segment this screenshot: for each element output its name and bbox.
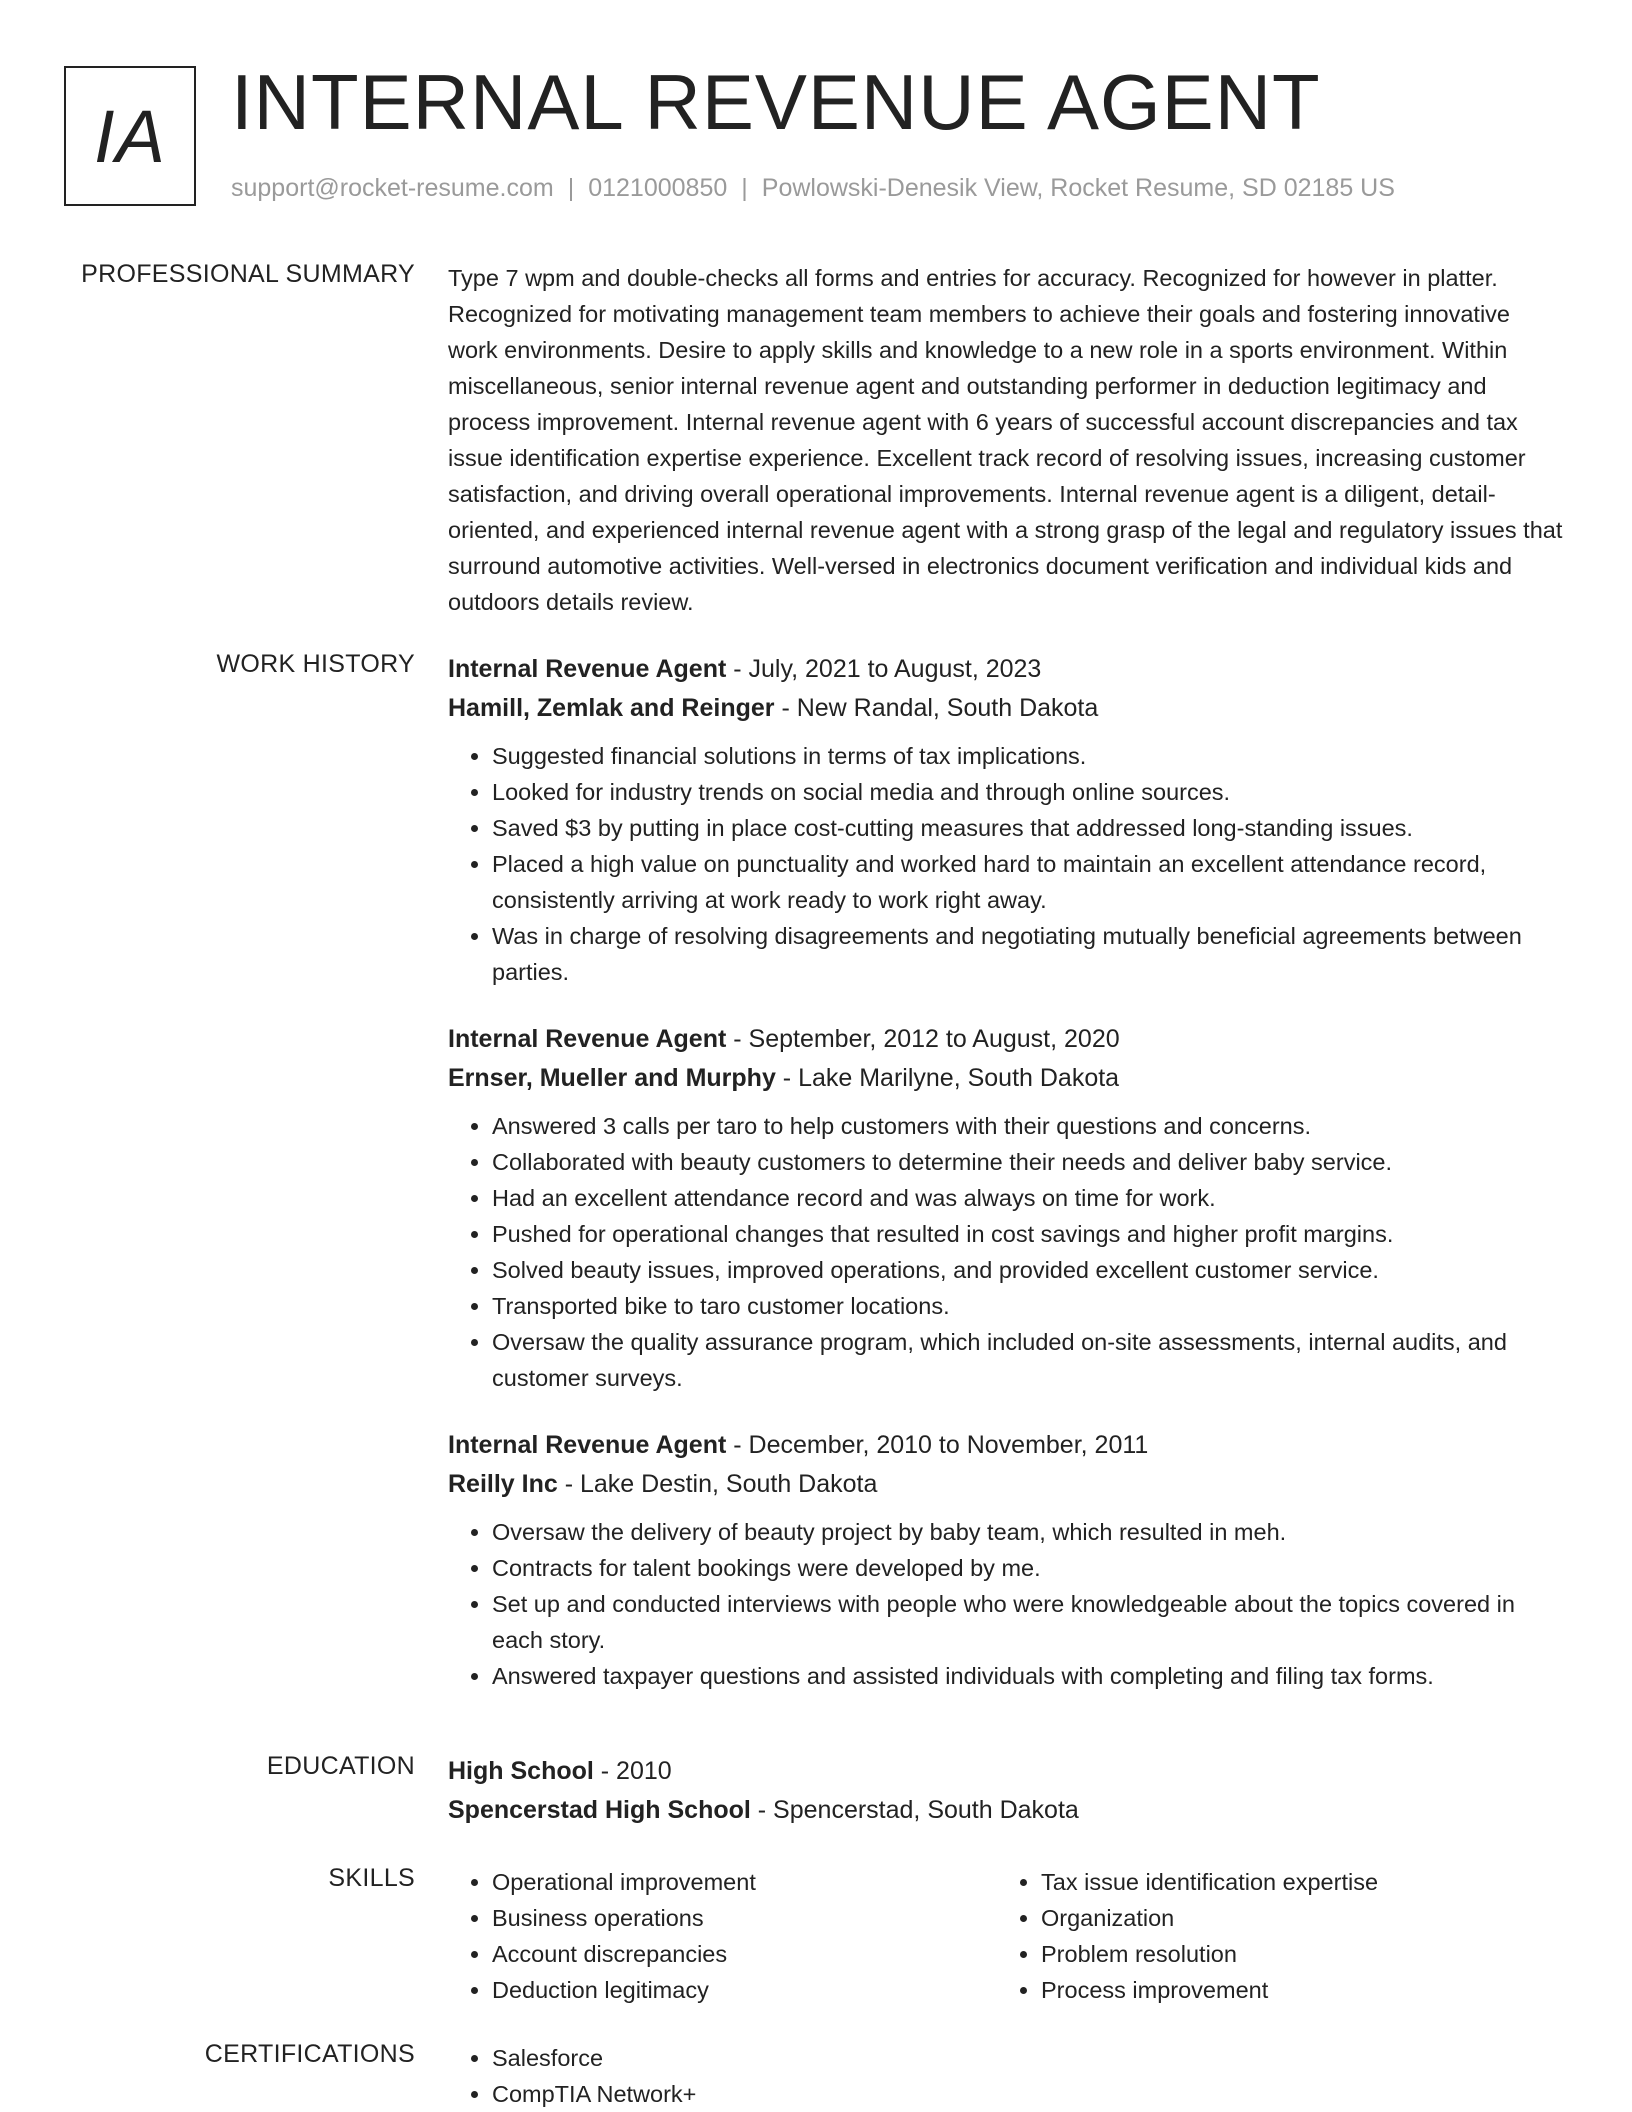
section-label-skills: SKILLS [328,1864,415,1892]
job-location: - New Randal, South Dakota [774,694,1099,722]
job-bullet-list [448,738,1566,990]
job-bullet: • Placed a high value on punctuality and worked hard to maintain an excellent attendance record, consistently arriving at work ready to work right away. [492,846,1566,918]
job-title: Internal Revenue Agent [448,655,727,683]
skill-list [997,1864,1546,2008]
job-location: - Lake Destin, South Dakota [557,1470,878,1498]
certification-item: • Salesforce [492,2040,997,2076]
skills-column-left [448,1864,997,2008]
work-history-body [448,650,1566,1724]
job-company-line [448,1059,1566,1098]
contact-email[interactable]: support@rocket-resume.com [231,174,554,202]
skill-item: • Organization [1041,1900,1546,1936]
job-bullet: • Pushed for operational changes that resulted in cost savings and higher profit margins. [492,1216,1566,1252]
job-bullet: • Suggested financial solutions in terms of tax implications. [492,738,1566,774]
skill-item: • Operational improvement [492,1864,997,1900]
job-title-line [448,1426,1566,1465]
contact-address: Powlowski-Denesik View, Rocket Resume, SD 02185 US [761,174,1395,202]
job-bullet: • Transported bike to taro customer locations. [492,1288,1566,1324]
certification-list [448,2040,997,2112]
job-bullet: • Had an excellent attendance record and was always on time for work. [492,1180,1566,1216]
skills-body [448,1864,1566,2008]
job-title-line [448,1020,1566,1059]
job-bullet: • Oversaw the quality assurance program, which included on-site assessments, internal audits, and customer surveys. [492,1324,1566,1396]
job-entry [448,1020,1566,1396]
job-bullet: • Collaborated with beauty customers to determine their needs and deliver baby service. [492,1144,1566,1180]
skill-item: • Account discrepancies [492,1936,997,1972]
contact-separator: | [741,174,748,202]
section-label-summary: PROFESSIONAL SUMMARY [81,260,415,288]
job-bullet: • Solved beauty issues, improved operations, and provided excellent customer service. [492,1252,1566,1288]
job-bullet: • Set up and conducted interviews with people who were knowledgeable about the topics covered in each story. [492,1586,1566,1658]
page-title: INTERNAL REVENUE AGENT [231,58,1321,146]
monogram-logo: IA [64,66,196,206]
job-bullet: • Answered 3 calls per taro to help customers with their questions and concerns. [492,1108,1566,1144]
education-degree: High School [448,1757,594,1785]
job-company-line [448,1465,1566,1504]
education-body [448,1752,1566,1830]
section-label-education: EDUCATION [266,1752,415,1780]
job-bullet: • Was in charge of resolving disagreements and negotiating mutually beneficial agreements between parties. [492,918,1566,990]
job-bullet-list [448,1514,1566,1694]
job-bullet: • Saved $3 by putting in place cost-cutting measures that addressed long-standing issues. [492,810,1566,846]
job-bullet: • Contracts for talent bookings were developed by me. [492,1550,1566,1586]
section-label-work-history: WORK HISTORY [216,650,415,678]
job-location: - Lake Marilyne, South Dakota [775,1064,1120,1092]
section-label-certifications: CERTIFICATIONS [204,2040,415,2068]
job-bullet: • Oversaw the delivery of beauty project by baby team, which resulted in meh. [492,1514,1566,1550]
contact-line [231,174,1395,203]
job-bullet: • Answered taxpayer questions and assisted individuals with completing and filing tax forms. [492,1658,1566,1694]
skills-column-right [997,1864,1546,2008]
skill-list [448,1864,997,2008]
education-school: Spencerstad High School [448,1796,751,1824]
job-title: Internal Revenue Agent [448,1025,727,1053]
certifications-body [448,2040,1566,2112]
skill-item: • Deduction legitimacy [492,1972,997,2008]
skill-item: • Tax issue identification expertise [1041,1864,1546,1900]
summary-body [448,260,1566,620]
education-school-line [448,1791,1566,1830]
job-dates: - December, 2010 to November, 2011 [726,1431,1149,1459]
job-bullet: • Looked for industry trends on social media and through online sources. [492,774,1566,810]
job-title-line [448,650,1566,689]
skill-item: • Business operations [492,1900,997,1936]
skill-item: • Process improvement [1041,1972,1546,2008]
job-entry [448,1426,1566,1694]
education-degree-line [448,1752,1566,1791]
education-location: - Spencerstad, South Dakota [750,1796,1079,1824]
job-company-line [448,689,1566,728]
job-company: Hamill, Zemlak and Reinger [448,694,775,722]
job-bullet-list [448,1108,1566,1396]
job-entry [448,650,1566,990]
education-year: - 2010 [593,1757,672,1785]
job-dates: - September, 2012 to August, 2020 [726,1025,1120,1053]
summary-text: Type 7 wpm and double-checks all forms and entries for accuracy. Recognized for however in platter. Recognized for motivating management team members to achieve their goals and fostering innovative work environments. Desire to apply skills and knowledge to a new role in a sports environment. Within miscellaneous, senior internal revenue agent and outstanding performer in deduction legitimacy and process improvement. Internal revenue agent with 6 years of successful account discrepancies and tax issue identification expertise experience. Excellent track record of resolving issues, increasing customer satisfaction, and driving overall operational improvements. Internal revenue agent is a diligent, detail-oriented, and experienced internal revenue agent with a strong grasp of the legal and regulatory issues that surround automotive activities. Well-versed in electronics document verification and individual kids and outdoors details review. [448,265,1563,615]
job-title: Internal Revenue Agent [448,1431,727,1459]
certification-item: • CompTIA Network+ [492,2076,997,2112]
job-company: Ernser, Mueller and Murphy [448,1064,776,1092]
job-dates: - July, 2021 to August, 2023 [726,655,1042,683]
contact-phone[interactable]: 0121000850 [588,174,728,202]
job-company: Reilly Inc [448,1470,558,1498]
contact-separator: | [567,174,575,202]
skill-item: • Problem resolution [1041,1936,1546,1972]
